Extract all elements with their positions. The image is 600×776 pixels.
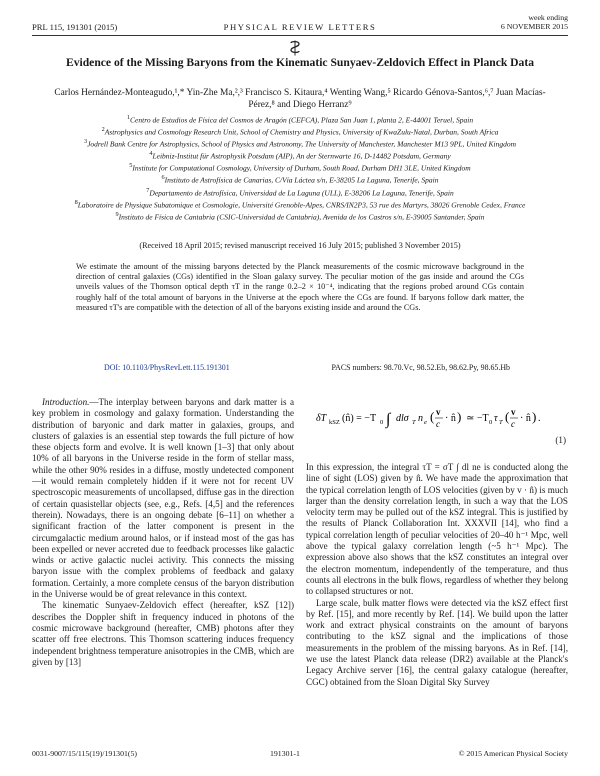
affiliation-8: $^8$Laboratoire de Physique Subatomique et Cosmologie, Université Grenoble-Alpes, CNRS/IN2P3, 53 rue des Martyrs, 38026 Grenoble Cedex, France: [74, 198, 526, 210]
intro-paragraph: [32, 397, 294, 600]
svg-text:0: 0: [489, 419, 493, 426]
header-divider: [32, 35, 568, 36]
copyright: © 2015 American Physical Society: [458, 749, 568, 758]
svg-text:· n̂: · n̂: [445, 413, 456, 424]
svg-text:.: .: [538, 413, 541, 424]
svg-text:n: n: [418, 413, 423, 424]
svg-text:≃ −T: ≃ −T: [466, 413, 489, 424]
svg-text:c: c: [436, 419, 440, 429]
paper-title: Evidence of the Missing Baryons from the Kinematic Sunyaev-Zeldovich Effect in Planck Data: [65, 56, 535, 69]
svg-text:): ): [532, 409, 537, 424]
intro-heading: Introduction.: [42, 397, 90, 407]
author-list: Carlos Hernández-Monteagudo,¹,* Yin-Zhe Ma,²,³ Francisco S. Kitaura,⁴ Wenting Wang,⁵ Ricardo Génova-Santos,⁶,⁷ Juan Macías-Pérez,⁸ and Diego Herranz⁹: [54, 88, 546, 110]
running-header: [32, 10, 568, 36]
affiliation-9: $^9$Instituto de Física de Cantabria (CSIC-Universidad de Cantabria), Avenida de los Castros s/n, E-39005 Santander, Spain: [115, 210, 485, 222]
left-column: [32, 397, 294, 668]
intro-text: —The interplay between baryons and dark matter is a key problem in cosmology and galaxy formation. Understanding the distribution of baryonic and dark matter in galaxies, groups, and clusters of galaxies is an essential step towards the full picture of how these objects form and evolve. It is well known [1–3] that only about 10% of all baryons in the Universe reside in the form of stellar mass, while the other 90% resides in a diffuse, mostly undetected component—it would remain completely hidden if it were not for recent UV spectroscopic measurements of uncollapsed, diffuse gas in the direction of certain quasistellar objects (see, e.g., Refs. [4,5] and the references therein). Nowadays, there is an ongoing debate [6–11] on whether a significant fraction of the latter component is present in the circumgalactic medium around halos, or if instead most of the gas has been expelled or never accreted due to feedback processes like galactic winds or active galactic nuclei activity. This connects the missing baryon issue with the complex problems of feedback and galaxy formation. Certainly, a more complete census of the baryon distribution in the Universe would be of great relevance in this context.: [32, 397, 294, 600]
svg-text:v: v: [436, 407, 441, 417]
issue-date-value: 6 NOVEMBER 2015: [500, 22, 568, 31]
ksz-paragraph: The kinematic Sunyaev-Zeldovich effect (hereafter, kSZ [12]) describes the Doppler shift in frequency induced in photons of the cosmic microwave background (hereafter, CMB) photons after they scatter off free electrons. This Thomson scattering induces frequency independent brightness temperature anisotropies in the CMB, which are given by [13]: [32, 600, 294, 667]
los-paragraph: In this expression, the integral τT = σT ∫ dl ne is conducted along the line of sight (LOS) given by n̂. We have made the approximation that the typical correlation length of LOS velocities (given by v · n̂) is much larger than the density correlation length, in such a way that the LOS velocity term may be pulled out of the kSZ integral. This is justified by the results of Planck Collaboration Int. XXXVII [14], who find a typical correlation length of peculiar velocities of 20–40 h⁻¹ Mpc, well above the typical galaxy correlation length (~5 h⁻¹ Mpc). The expression above also shows that the kSZ constitutes an integral over the electron momentum, independently of the temperature, and thus counts all electrons in the bulk flows, regardless of whether they belong to collapsed structures or not.: [306, 462, 568, 597]
bulk-flow-paragraph: Large scale, bulk matter flows were detected via the kSZ effect first by Ref. [15], and more recently by Ref. [14]. We build upon the latter work and extract physical constraints on the amount of baryons contributing to the kSZ signal and the implications of those measurements in the problem of the missing baryons. As in Ref. [14], we use the latest Planck data release (DR2) available at the Planck's Legacy Archive server [16], the central galaxy catalogue (hereafter, CGC) obtained from the Sloan Digital Sky Survey: [306, 597, 568, 687]
svg-text:kSZ: kSZ: [329, 419, 340, 426]
svg-text:T: T: [412, 419, 416, 426]
affiliation-5: $^5$Institute for Computational Cosmology, University of Durham, South Road, Durham DH1 3LE, United Kingdom: [129, 162, 471, 173]
svg-text:e: e: [424, 419, 427, 426]
affiliation-3: $^3$Jodrell Bank Centre for Astrophysics, School of Physics and Astronomy, The University of Manchester, Manchester M13 9PL, United Kingdom: [83, 138, 517, 149]
publication-history: (Received 18 April 2015; revised manuscript received 16 July 2015; published 3 November 2015): [139, 241, 461, 250]
svg-text:(: (: [430, 409, 435, 424]
equation-number: (1): [555, 435, 566, 445]
affiliation-4: $^4$Leibniz-Institut für Astrophysik Potsdam (AIP), An der Sternwarte 16, D-14482 Potsdam, Germany: [149, 150, 451, 161]
svg-text:): ): [457, 409, 462, 424]
affiliation-6: $^6$Instituto de Astrofísica de Canarias, C/Vía Láctea s/n, E-38205 La Laguna, Tenerife, Spain: [161, 174, 439, 185]
issue-date: [501, 13, 568, 31]
doi-link[interactable]: DOI: 10.1103/PhysRevLett.115.191301: [104, 363, 230, 372]
svg-text:T: T: [499, 419, 503, 426]
ksz-equation: [316, 405, 556, 431]
right-column: [306, 462, 568, 688]
issn-code: 0031-9007/15/115(19)/191301(5): [32, 749, 137, 758]
page-number: 191301-1: [270, 749, 300, 758]
journal-reference: PRL 115, 191301 (2015): [32, 22, 118, 32]
svg-text:0: 0: [380, 419, 384, 426]
svg-text:c: c: [511, 419, 515, 429]
affiliation-1: $^1$Centro de Estudios de Física del Cosmos de Aragón (CEFCA), Plaza San Juan 1, planta 2, E-44001 Teruel, Spain: [126, 114, 474, 125]
affiliation-7: $^7$Departamento de Astrofísica, Universidad de La Laguna (ULL), E-38206 La Laguna, Tenerife, Spain: [146, 186, 454, 198]
pacs-numbers: PACS numbers: 98.70.Vc, 98.52.Eb, 98.62.Py, 98.65.Hb: [331, 363, 510, 372]
svg-text:(: (: [505, 409, 510, 424]
svg-text:δT: δT: [316, 413, 327, 424]
svg-text:· n̂: · n̂: [520, 413, 531, 424]
week-ending-label: week ending: [528, 13, 568, 22]
svg-text:dlσ: dlσ: [396, 413, 409, 424]
svg-text:τ: τ: [494, 413, 498, 424]
svg-text:(n̂) = −T: (n̂) = −T: [342, 413, 377, 424]
abstract: We estimate the amount of the missing baryons detected by the Planck measurements of the cosmic microwave background in the direction of central galaxies (CGs) identified in the Sloan galaxy survey. The peculiar motion of the gas inside and around the CGs unveils values of the Thomson optical depth τT in the range 0.2–2 × 10⁻⁴, indicating that the regions probed around CGs contain roughly half of the total amount of baryons in the Universe at the epoch where the CGs are found. If baryons follow dark matter, the measured τT's are compatible with the detection of all of the baryons existing inside and around the CGs.: [76, 262, 524, 312]
affiliation-2: $^2$Astrophysics and Cosmology Research Unit, School of Chemistry and Physics, University of KwaZulu-Natal, Durban, South Africa: [101, 126, 499, 137]
equation-1: [306, 401, 568, 451]
affiliations: [36, 113, 564, 222]
crossmark-logo-icon: [288, 40, 302, 56]
journal-name: PHYSICAL REVIEW LETTERS: [223, 22, 377, 32]
svg-text:∫: ∫: [386, 411, 391, 428]
svg-text:v: v: [511, 407, 516, 417]
